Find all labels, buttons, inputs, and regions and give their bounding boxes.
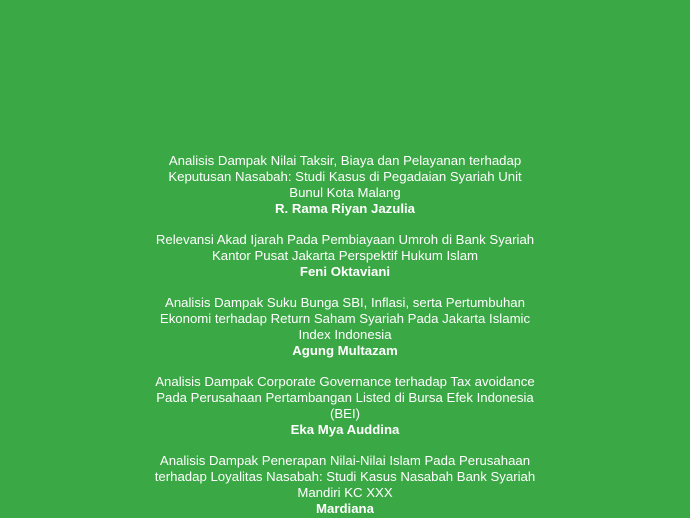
article-list xyxy=(0,153,690,518)
article-author: Feni Oktaviani xyxy=(299,264,391,279)
article-author: Eka Mya Auddina xyxy=(290,422,400,437)
article-title-line: Index Indonesia xyxy=(298,327,392,342)
article-entry xyxy=(0,453,690,517)
article-author: Agung Multazam xyxy=(292,343,398,358)
article-title-line: Bunul Kota Malang xyxy=(289,185,401,200)
article-title-line: Ekonomi terhadap Return Saham Syariah Pada Jakarta Islamic xyxy=(159,311,531,326)
article-title-line: Mandiri KC XXX xyxy=(297,485,393,500)
article-author: Mardiana xyxy=(316,501,374,516)
article-title-line: Keputusan Nasabah: Studi Kasus di Pegadaian Syariah Unit xyxy=(168,169,522,184)
article-title-line: Kantor Pusat Jakarta Perspektif Hukum Islam xyxy=(211,248,479,263)
article-title-line: Analisis Dampak Suku Bunga SBI, Inflasi, serta Pertumbuhan xyxy=(165,295,525,310)
article-entry xyxy=(0,295,690,359)
article-entry xyxy=(0,374,690,438)
article-title-line: Pada Perusahaan Pertambangan Listed di Bursa Efek Indonesia xyxy=(156,390,534,405)
article-title-line: Analisis Dampak Penerapan Nilai-Nilai Islam Pada Perusahaan xyxy=(159,453,531,468)
article-title-line: Analisis Dampak Nilai Taksir, Biaya dan Pelayanan terhadap xyxy=(168,153,522,168)
article-author: R. Rama Riyan Jazulia xyxy=(275,201,415,216)
article-entry xyxy=(0,153,690,217)
article-title-line: Analisis Dampak Corporate Governance terhadap Tax avoidance xyxy=(155,374,535,389)
article-title-line: Relevansi Akad Ijarah Pada Pembiayaan Umroh di Bank Syariah xyxy=(155,232,535,247)
article-title-line: (BEI) xyxy=(329,406,361,421)
article-title-line: terhadap Loyalitas Nasabah: Studi Kasus Nasabah Bank Syariah xyxy=(154,469,536,484)
article-entry xyxy=(0,232,690,280)
